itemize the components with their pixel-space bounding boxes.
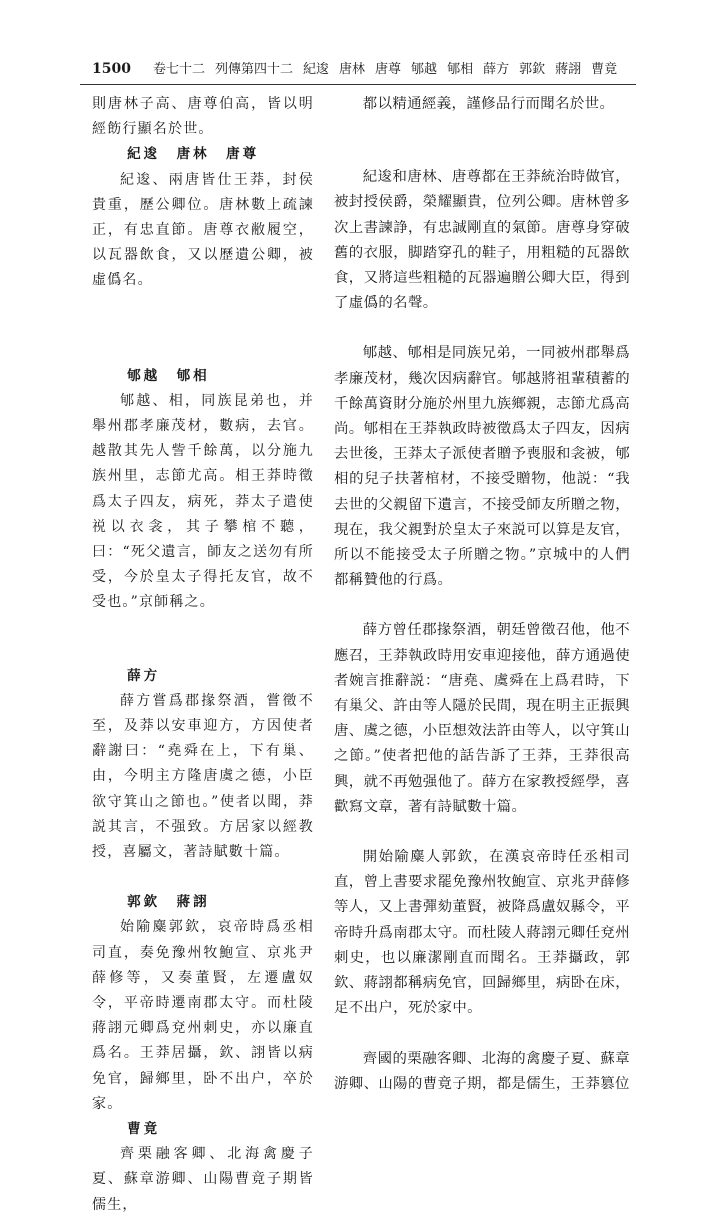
header-rule xyxy=(80,84,636,85)
running-header xyxy=(92,58,632,82)
section-title-guo-qin: 郭欽 蔣詡 xyxy=(127,894,210,911)
right-paragraph-guo-qin: 開始隃麋人郭欽，在漢哀帝時任丞相司直，曾上書要求罷免豫州牧鮑宣、京兆尹薛修等人，又上書彈劾董賢，被降爲盧奴縣令，平帝時升爲南郡太守。而杜陵人蔣詡元卿任兗州刺史，也以廉潔剛直而聞名。王莽攝政，郭欽、蔣詡都稱病免官，回歸鄉里，病卧在床，足不出户，死於家中。 xyxy=(334,849,630,1017)
header-name-guo-qin: 郭欽 xyxy=(519,62,546,77)
left-paragraph-guo-qin: 始隃麋郭欽，哀帝時爲丞相司直，奏免豫州牧鮑宣、京兆尹薛修等，又奏董賢，左遷盧奴令，平帝時遷南郡太守。而杜陵蔣詡元卿爲兗州刺史，亦以廉直爲名。王莽居攝，欽、詡皆以病免官，歸鄉里，卧不出户，卒於家。 xyxy=(92,919,314,1112)
left-intro: 則唐林子高、唐尊伯高，皆以明經飭行顯名於世。 xyxy=(92,96,314,138)
page-number: 1500 xyxy=(92,61,131,77)
header-name-xun-yue: 郇越 xyxy=(411,62,438,77)
header-volume: 卷七十二 xyxy=(152,62,205,77)
section-title-cao-jing: 曹竟 xyxy=(127,1121,161,1138)
left-paragraph-xun-yue: 郇越、相，同族昆弟也，并舉州郡孝廉茂材，數病，去官。越散其先人訾千餘萬，以分施九族州里，志節尤高。相王莽時徵爲太子四友，病死，莽太子遣使祱以衣衾，其子攀棺不聽，曰：“死父遺言，師友之送勿有所受，今於皇太子得托友官，故不受也。”京師稱之。 xyxy=(92,392,314,611)
left-paragraph-ji-jun: 紀逡、兩唐皆仕王莽，封侯貴重，歷公卿位。唐林數上疏諫正，有忠直節。唐尊衣敝履空，以瓦器飲食，又以歷遺公卿，被虛僞名。 xyxy=(92,171,314,289)
header-name-cao-jing: 曹竟 xyxy=(591,62,618,77)
left-paragraph-cao-jing: 齊栗融客卿、北海禽慶子夏、蘇章游卿、山陽曹竟子期皆儒生， xyxy=(92,1146,314,1213)
header-name-tang-zun: 唐尊 xyxy=(375,62,402,77)
left-paragraph-xue-fang: 薛方嘗爲郡掾祭酒，嘗徵不至，及莽以安車迎方，方因使者辭謝曰：“堯舜在上，下有巢、由，今明主方隆唐虞之德，小臣欲守箕山之節也。”使者以聞，莽説其言，不强致。方居家以經教授，喜屬文，著詩賦數十篇。 xyxy=(92,692,314,861)
header-name-xun-xiang: 郇相 xyxy=(447,62,474,77)
right-paragraph-cao-jing: 齊國的栗融客卿、北海的禽慶子夏、蘇章游卿、山陽的曹竟子期，都是儒生，王莽篡位 xyxy=(334,1050,630,1092)
right-paragraph-xun-yue: 郇越、郇相是同族兄弟，一同被州郡舉爲孝廉茂材，幾次因病辭官。郇越將祖輩積蓄的千餘萬資財分施於州里九族鄉親，志節尤爲高尚。郇相在王莽執政時被徵爲太子四友，因病去世後，王莽太子派使者贈予喪服和衾被，郇相的兒子扶著棺材，不接受贈物，他説：“我去世的父親留下遺言，不接受師友所贈之物，現在，我父親對於皇太子來説可以算是友官，所以不能接受太子所贈之物。”京城中的人們都稱贊他的行爲。 xyxy=(334,345,630,589)
header-name-tang-lin: 唐林 xyxy=(339,62,366,77)
translation-column xyxy=(334,92,630,1097)
header-name-jiang-xu: 蔣詡 xyxy=(555,62,582,77)
header-name-xue-fang: 薛方 xyxy=(483,62,510,77)
right-paragraph-xue-fang: 薛方曾任郡掾祭酒，朝廷曾徵召他，他不應召，王莽執政時用安車迎接他，薛方通過使者婉言推辭説：“唐堯、虞舜在上爲君時，下有巢父、許由等人隱於民間，現在明主正振興唐、虞之德，小臣想效法許由等人，以守箕山之節。”使者把他的話告訴了王莽，王莽很高興，就不再勉强他了。薛方在家教授經學，喜歡寫文章，著有詩賦數十篇。 xyxy=(334,622,630,815)
section-title-ji-jun: 紀逡 唐林 唐尊 xyxy=(127,146,260,163)
header-name-ji-jun: 紀逡 xyxy=(303,62,330,77)
section-title-xun-yue: 郇越 郇相 xyxy=(127,367,210,384)
classical-text-column xyxy=(92,92,314,1218)
right-paragraph-ji-jun: 紀逡和唐林、唐尊都在王莽統治時做官，被封授侯爵，榮耀顯貴，位列公卿。唐林曾多次上書諫諍，有忠誠剛直的氣節。唐尊身穿破舊的衣服，脚踏穿孔的鞋子，用粗糙的瓦器飲食，又將這些粗糙的瓦器遍贈公卿大臣，得到了虛僞的名聲。 xyxy=(334,169,630,312)
section-title-xue-fang: 薛方 xyxy=(127,667,161,684)
right-intro: 都以精通經義，謹修品行而聞名於世。 xyxy=(362,96,615,112)
header-title-list xyxy=(153,58,617,77)
header-chapter: 列傳第四十二 xyxy=(214,62,293,77)
